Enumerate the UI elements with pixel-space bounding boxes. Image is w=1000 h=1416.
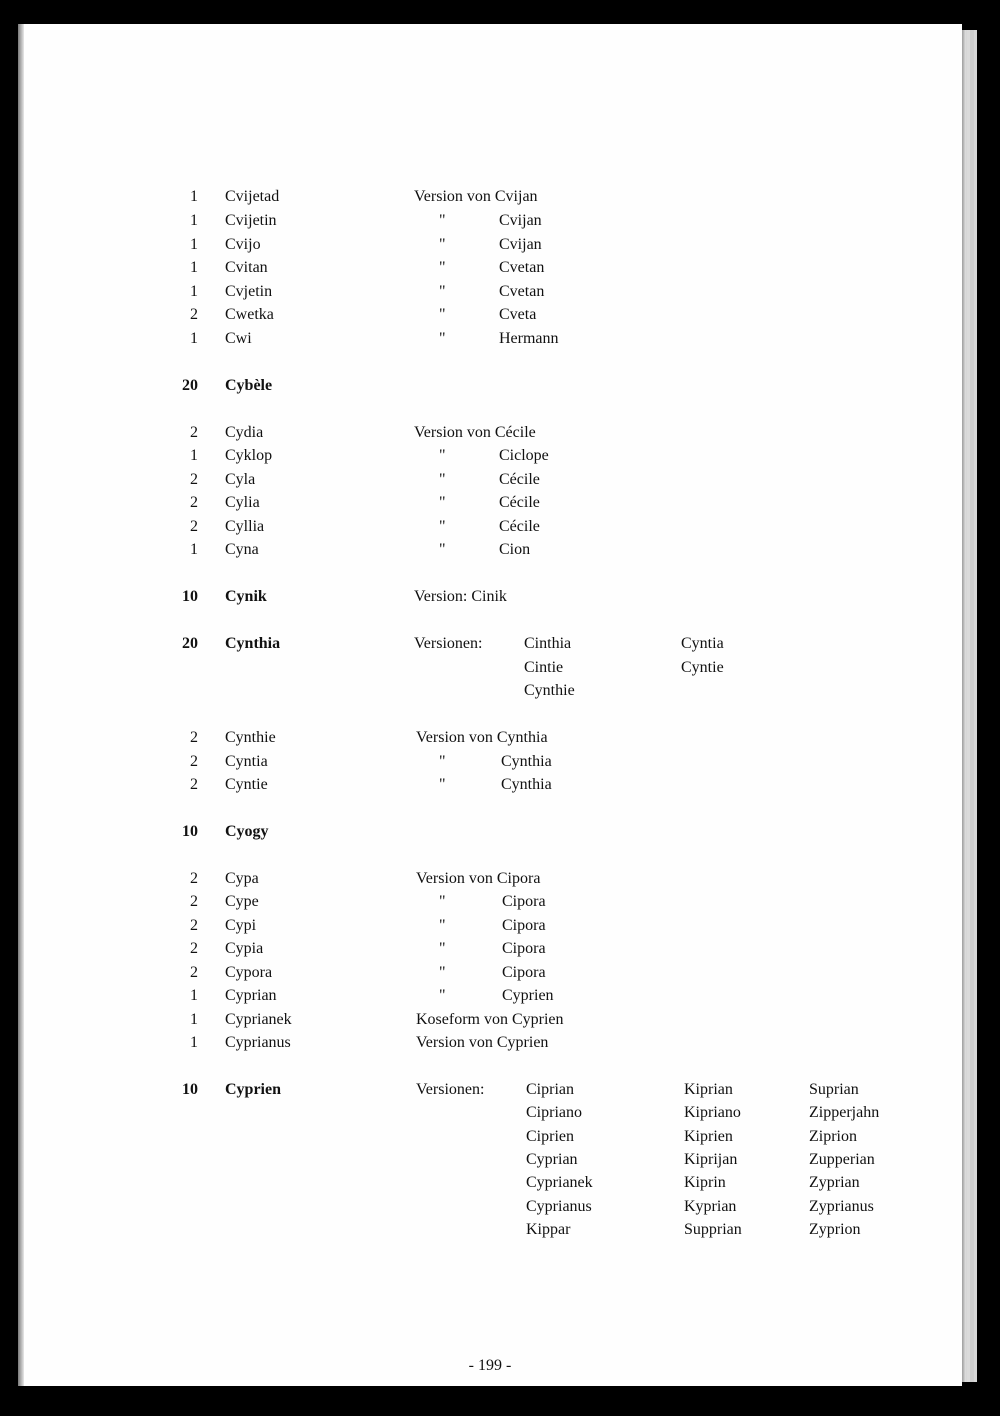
entry-reference: Cvijan — [499, 212, 542, 229]
entry-reference: Cipora — [502, 893, 546, 910]
entry-row — [18, 209, 962, 233]
version-row — [18, 1171, 962, 1195]
entry-row — [18, 538, 962, 562]
ditto-mark: " — [439, 518, 446, 535]
entry-row-main — [18, 374, 962, 398]
ditto-mark: " — [439, 987, 446, 1004]
version-name: Kiprin — [684, 1174, 726, 1191]
entry-reference: Cipora — [502, 917, 546, 934]
entry-reference: Cvijan — [499, 236, 542, 253]
entry-name: Cynthie — [225, 729, 276, 746]
entry-name: Cypia — [225, 940, 264, 957]
entry-reference: Ciclope — [499, 447, 549, 464]
entry-count: 20 — [182, 377, 198, 394]
entry-count: 2 — [190, 753, 198, 770]
version-name: Cyprian — [526, 1151, 578, 1168]
entry-reference: Cynthia — [501, 776, 552, 793]
version-row — [18, 656, 962, 680]
ditto-mark: " — [439, 753, 446, 770]
ditto-mark: " — [439, 471, 446, 488]
entry-row — [18, 867, 962, 891]
entry-count: 1 — [190, 236, 198, 253]
entry-row — [18, 421, 962, 445]
entry-row — [18, 961, 962, 985]
ditto-mark: " — [439, 541, 446, 558]
version-name: Cyntia — [681, 635, 724, 652]
page-number: - 199 - — [468, 1357, 512, 1374]
entry-description: Versionen: — [414, 635, 483, 652]
entry-name: Cyla — [225, 471, 256, 488]
version-name: Kyprian — [684, 1198, 737, 1215]
version-row — [18, 1195, 962, 1219]
entry-count: 1 — [190, 1034, 198, 1051]
entry-name: Cypi — [225, 917, 257, 934]
entry-row — [18, 726, 962, 750]
entry-name: Cyprien — [225, 1081, 281, 1098]
entry-count: 2 — [190, 776, 198, 793]
version-name: Zupperian — [809, 1151, 875, 1168]
entry-count: 2 — [190, 306, 198, 323]
entry-count: 1 — [190, 283, 198, 300]
version-row — [18, 1101, 962, 1125]
entry-name: Cyogy — [225, 823, 269, 840]
entry-description: Koseform von Cyprien — [416, 1011, 564, 1028]
version-name: Kiprien — [684, 1128, 733, 1145]
entry-count: 2 — [190, 917, 198, 934]
entry-name: Cypora — [225, 964, 273, 981]
entry-count: 20 — [182, 635, 198, 652]
version-name: Kippar — [526, 1221, 571, 1238]
entry-row — [18, 914, 962, 938]
version-row — [18, 1218, 962, 1242]
entry-name: Cyna — [225, 541, 259, 558]
version-name: Supprian — [684, 1221, 742, 1238]
entry-description: Version von Cécile — [414, 424, 536, 441]
entry-reference: Cyprien — [502, 987, 554, 1004]
ditto-mark: " — [439, 917, 446, 934]
version-name: Ziprion — [809, 1128, 857, 1145]
entry-row — [18, 773, 962, 797]
entry-count: 10 — [182, 588, 198, 605]
ditto-mark: " — [439, 283, 446, 300]
entry-row-main — [18, 1078, 962, 1102]
entry-name: Cybèle — [225, 377, 273, 394]
entry-description: Version: Cinik — [414, 588, 507, 605]
version-name: Zyprion — [809, 1221, 861, 1238]
entry-reference: Cvetan — [499, 283, 545, 300]
entry-count: 2 — [190, 870, 198, 887]
entry-name: Cypa — [225, 870, 259, 887]
entry-row — [18, 444, 962, 468]
entry-count: 2 — [190, 424, 198, 441]
entry-row — [18, 750, 962, 774]
entry-row-main — [18, 585, 962, 609]
ditto-mark: " — [439, 259, 446, 276]
entry-row-main — [18, 820, 962, 844]
ditto-mark: " — [439, 964, 446, 981]
entry-name: Cvjetin — [225, 283, 273, 300]
entry-description: Version von Cyprien — [416, 1034, 549, 1051]
ditto-mark: " — [439, 236, 446, 253]
entry-description: Version von Cipora — [416, 870, 541, 887]
entry-name: Cvijo — [225, 236, 261, 253]
ditto-mark: " — [439, 940, 446, 957]
version-name: Cinthia — [524, 635, 572, 652]
version-name: Zyprianus — [809, 1198, 874, 1215]
entry-count: 1 — [190, 987, 198, 1004]
entry-row — [18, 937, 962, 961]
entry-name: Cyllia — [225, 518, 265, 535]
entry-count: 2 — [190, 494, 198, 511]
entry-count: 2 — [190, 940, 198, 957]
version-name: Cipriano — [526, 1104, 582, 1121]
book-page — [18, 24, 962, 1386]
entry-name: Cwi — [225, 330, 252, 347]
ditto-mark: " — [439, 447, 446, 464]
entry-reference: Cécile — [499, 518, 540, 535]
entry-row-main — [18, 632, 962, 656]
entry-count: 1 — [190, 188, 198, 205]
ditto-mark: " — [439, 306, 446, 323]
version-name: Kipriano — [684, 1104, 741, 1121]
entry-count: 2 — [190, 518, 198, 535]
version-name: Ciprien — [526, 1128, 574, 1145]
ditto-mark: " — [439, 212, 446, 229]
entry-name: Cyntie — [225, 776, 268, 793]
entry-row — [18, 1008, 962, 1032]
entry-row — [18, 468, 962, 492]
ditto-mark: " — [439, 330, 446, 347]
entry-count: 2 — [190, 471, 198, 488]
entry-name: Cydia — [225, 424, 264, 441]
entry-count: 2 — [190, 729, 198, 746]
entry-reference: Cécile — [499, 494, 540, 511]
ditto-mark: " — [439, 494, 446, 511]
entry-row — [18, 984, 962, 1008]
entry-row — [18, 890, 962, 914]
entry-count: 1 — [190, 447, 198, 464]
entry-reference: Cveta — [499, 306, 537, 323]
version-name: Cyprianus — [526, 1198, 592, 1215]
entry-name: Cynik — [225, 588, 267, 605]
version-name: Zyprian — [809, 1174, 860, 1191]
entry-name: Cyntia — [225, 753, 268, 770]
entry-row — [18, 303, 962, 327]
entry-name: Cvitan — [225, 259, 268, 276]
version-name: Cyprianek — [526, 1174, 593, 1191]
entry-row — [18, 233, 962, 257]
entry-count: 1 — [190, 212, 198, 229]
entry-name: Cype — [225, 893, 259, 910]
entry-reference: Hermann — [499, 330, 559, 347]
entry-row — [18, 491, 962, 515]
version-name: Kiprijan — [684, 1151, 738, 1168]
version-name: Cintie — [524, 659, 564, 676]
entry-description: Version von Cynthia — [416, 729, 548, 746]
entry-reference: Cipora — [502, 940, 546, 957]
entry-name: Cyprian — [225, 987, 277, 1004]
version-name: Cynthie — [524, 682, 575, 699]
version-name: Cyntie — [681, 659, 724, 676]
version-name: Suprian — [809, 1081, 859, 1098]
entry-description: Versionen: — [416, 1081, 485, 1098]
version-name: Ciprian — [526, 1081, 574, 1098]
entry-reference: Cécile — [499, 471, 540, 488]
entry-count: 2 — [190, 893, 198, 910]
entry-name: Cvijetad — [225, 188, 280, 205]
entry-reference: Cvetan — [499, 259, 545, 276]
ditto-mark: " — [439, 776, 446, 793]
entry-name: Cyprianek — [225, 1011, 292, 1028]
entry-row — [18, 280, 962, 304]
version-row — [18, 1125, 962, 1149]
entry-count: 1 — [190, 541, 198, 558]
entry-count: 1 — [190, 259, 198, 276]
entry-count: 1 — [190, 1011, 198, 1028]
entry-row — [18, 1031, 962, 1055]
entry-description: Version von Cvijan — [414, 188, 538, 205]
entry-name: Cyklop — [225, 447, 273, 464]
entry-count: 10 — [182, 1081, 198, 1098]
entry-name: Cyprianus — [225, 1034, 291, 1051]
entry-row — [18, 515, 962, 539]
version-name: Kiprian — [684, 1081, 733, 1098]
entry-name: Cvijetin — [225, 212, 277, 229]
entry-row — [18, 185, 962, 209]
entry-count: 1 — [190, 330, 198, 347]
entry-name: Cylia — [225, 494, 260, 511]
entry-reference: Cipora — [502, 964, 546, 981]
entry-count: 2 — [190, 964, 198, 981]
entry-row — [18, 256, 962, 280]
entry-reference: Cion — [499, 541, 531, 558]
version-name: Zipperjahn — [809, 1104, 880, 1121]
entry-name: Cynthia — [225, 635, 281, 652]
entry-count: 10 — [182, 823, 198, 840]
version-row — [18, 1148, 962, 1172]
entry-name: Cwetka — [225, 306, 274, 323]
version-row — [18, 679, 962, 703]
entry-reference: Cynthia — [501, 753, 552, 770]
ditto-mark: " — [439, 893, 446, 910]
entry-row — [18, 327, 962, 351]
